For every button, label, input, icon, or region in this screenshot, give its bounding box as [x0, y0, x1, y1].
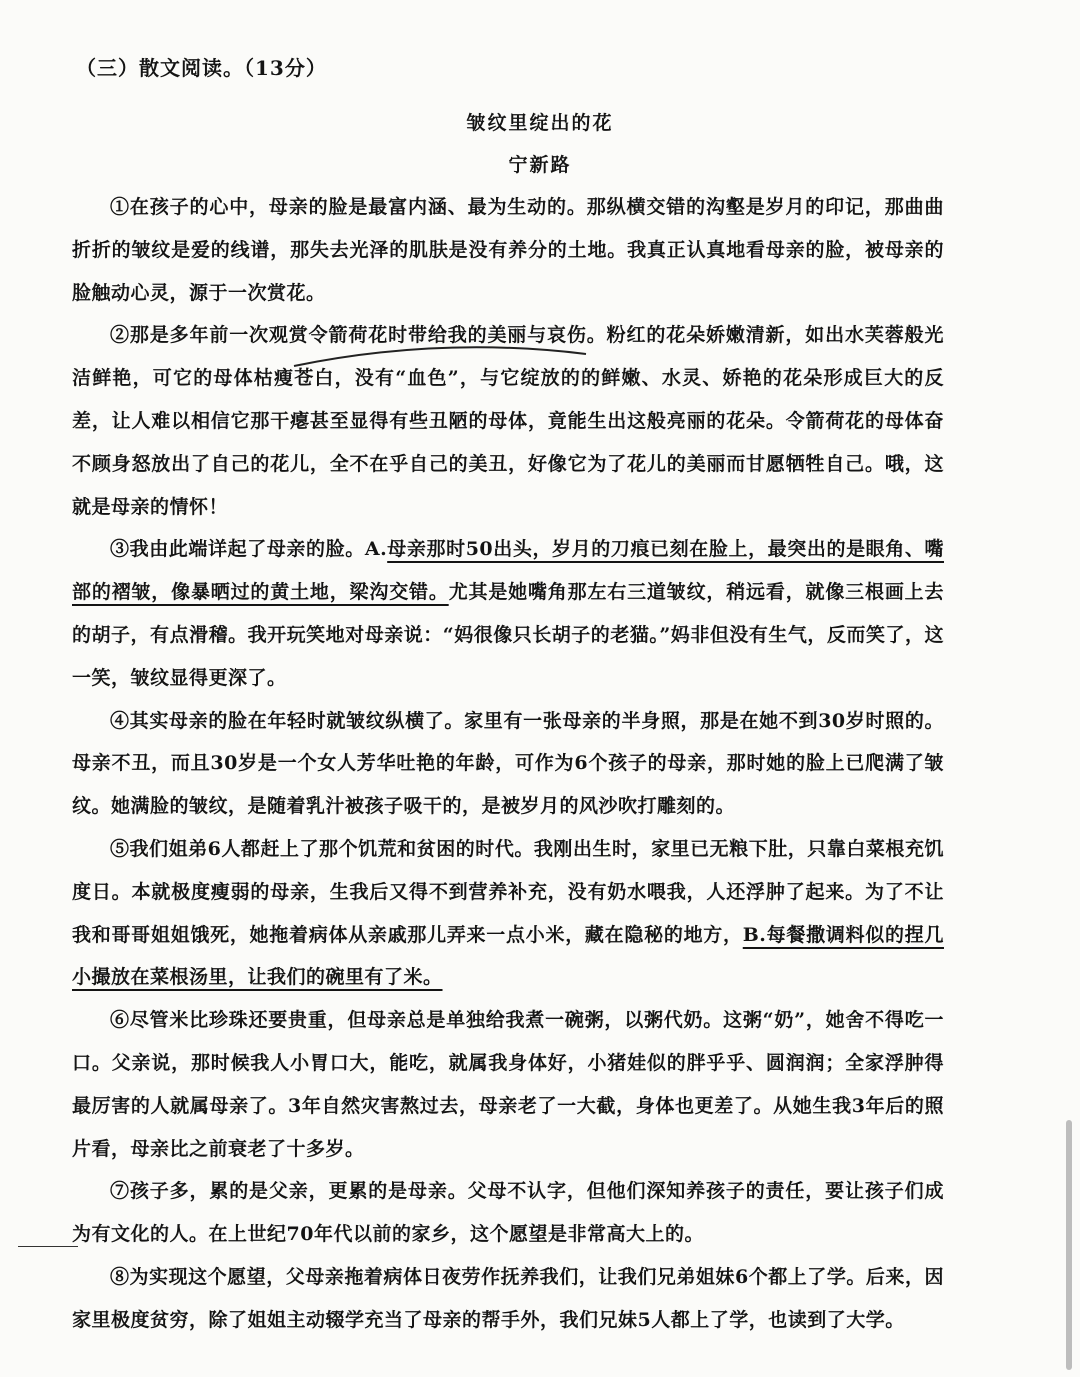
paragraph-3-lead: ③我由此端详起了母亲的脸。A. [110, 538, 388, 561]
paragraph-3-rest: 尤其是她嘴角那左右三道皱纹，稍远看，就像三根画上去的胡子，有点滑稽。我开玩笑地对母亲说：“妈很像只长胡子的老猫。”妈非但没有生气，反而笑了，这一笑，皱纹显得更深了。 [72, 581, 944, 689]
scrollbar[interactable] [1066, 1120, 1072, 1370]
paragraph-3 [72, 528, 944, 699]
underlined-sentence-b: B.每餐撒调料似的捏几小撮放在菜根汤里，让我们的碗里有了米。 [72, 923, 944, 989]
paragraph-2: ②那是多年前一次观赏令箭荷花时带给我的美丽与哀伤。粉红的花朵娇嫩清新，如出水芙蓉般光洁鲜艳，可它的母体枯瘦苍白，没有“血色”，与它绽放的的鲜嫩、水灵、娇艳的花朵形成巨大的反差，让人难以相信它那干瘪甚至显得有些丑陋的母体，竟能生出这般亮丽的花朵。令箭荷花的母体奋不顾身怒放出了自己的花儿，全不在乎自己的美丑，好像它为了花儿的美丽而甘愿牺牲自己。哦，这就是母亲的情怀！ [72, 324, 944, 518]
underlined-sentence-a: 母亲那时50出头，岁月的刀痕已刻在脸上，最突出的是眼角、嘴部的褶皱，像暴晒过的黄土地，梁沟交错。 [72, 538, 944, 604]
paragraph-7: ⑦孩子多，累的是父亲，更累的是母亲。父母不认字，但他们深知养孩子的责任，要让孩子们成为有文化的人。在上世纪70年代以前的家乡，这个愿望是非常高大上的。 [72, 1180, 944, 1246]
essay-title: 皱纹里绽出的花 [466, 112, 614, 134]
margin-pen-line [18, 1246, 78, 1247]
paragraph-8: ⑧为实现这个愿望，父母亲拖着病体日夜劳作抚养我们，让我们兄弟姐妹6个都上了学。后来，因家里极度贫穷，除了姐姐主动辍学充当了母亲的帮手外，我们兄妹5人都上了学，也读到了大学。 [72, 1265, 944, 1331]
paragraph-5-lead: ⑤我们姐弟6人都赶上了那个饥荒和贫困的时代。我刚出生时，家里已无粮下肚，只靠白菜根充饥度日。本就极度瘦弱的母亲，生我后又得不到营养补充，没有奶水喂我，人还浮肿了起来。为了不让我和哥哥姐姐饿死，她拖着病体从亲戚那儿弄来一点小米，藏在隐秘的地方， [72, 837, 944, 946]
paragraph-6: ⑥尽管米比珍珠还要贵重，但母亲总是单独给我煮一碗粥，以粥代奶。这粥“奶”，她舍不得吃一口。父亲说，那时候我人小胃口大，能吃，就属我身体好，小猪娃似的胖乎乎、圆润润；全家浮肿得最厉害的人就属母亲了。3年自然灾害熬过去，母亲老了一大截，身体也更差了。从她生我3年后的照片看，母亲比之前衰老了十多岁。 [72, 1009, 944, 1160]
paragraph-4: ④其实母亲的脸在年轻时就皱纹纵横了。家里有一张母亲的半身照，那是在她不到30岁时照的。母亲不丑，而且30岁是一个女人芳华吐艳的年龄，可作为6个孩子的母亲，那时她的脸上已爬满了皱纹。她满脸的皱纹，是随着乳汁被孩子吸干的，是被岁月的风沙吹打雕刻的。 [72, 709, 944, 818]
essay-author: 宁新路 [508, 154, 572, 176]
paragraph-5 [72, 828, 944, 999]
paragraph-1: ①在孩子的心中，母亲的脸是最富内涵、最为生动的。那纵横交错的沟壑是岁月的印记，那曲曲折折的皱纹是爱的线谱，那失去光泽的肌肤是没有养分的土地。我真正认真地看母亲的脸，被母亲的脸触动心灵，源于一次赏花。 [72, 196, 944, 304]
essay-body [72, 186, 944, 1342]
section-heading: （三）散文阅读。（13分） [76, 56, 327, 80]
